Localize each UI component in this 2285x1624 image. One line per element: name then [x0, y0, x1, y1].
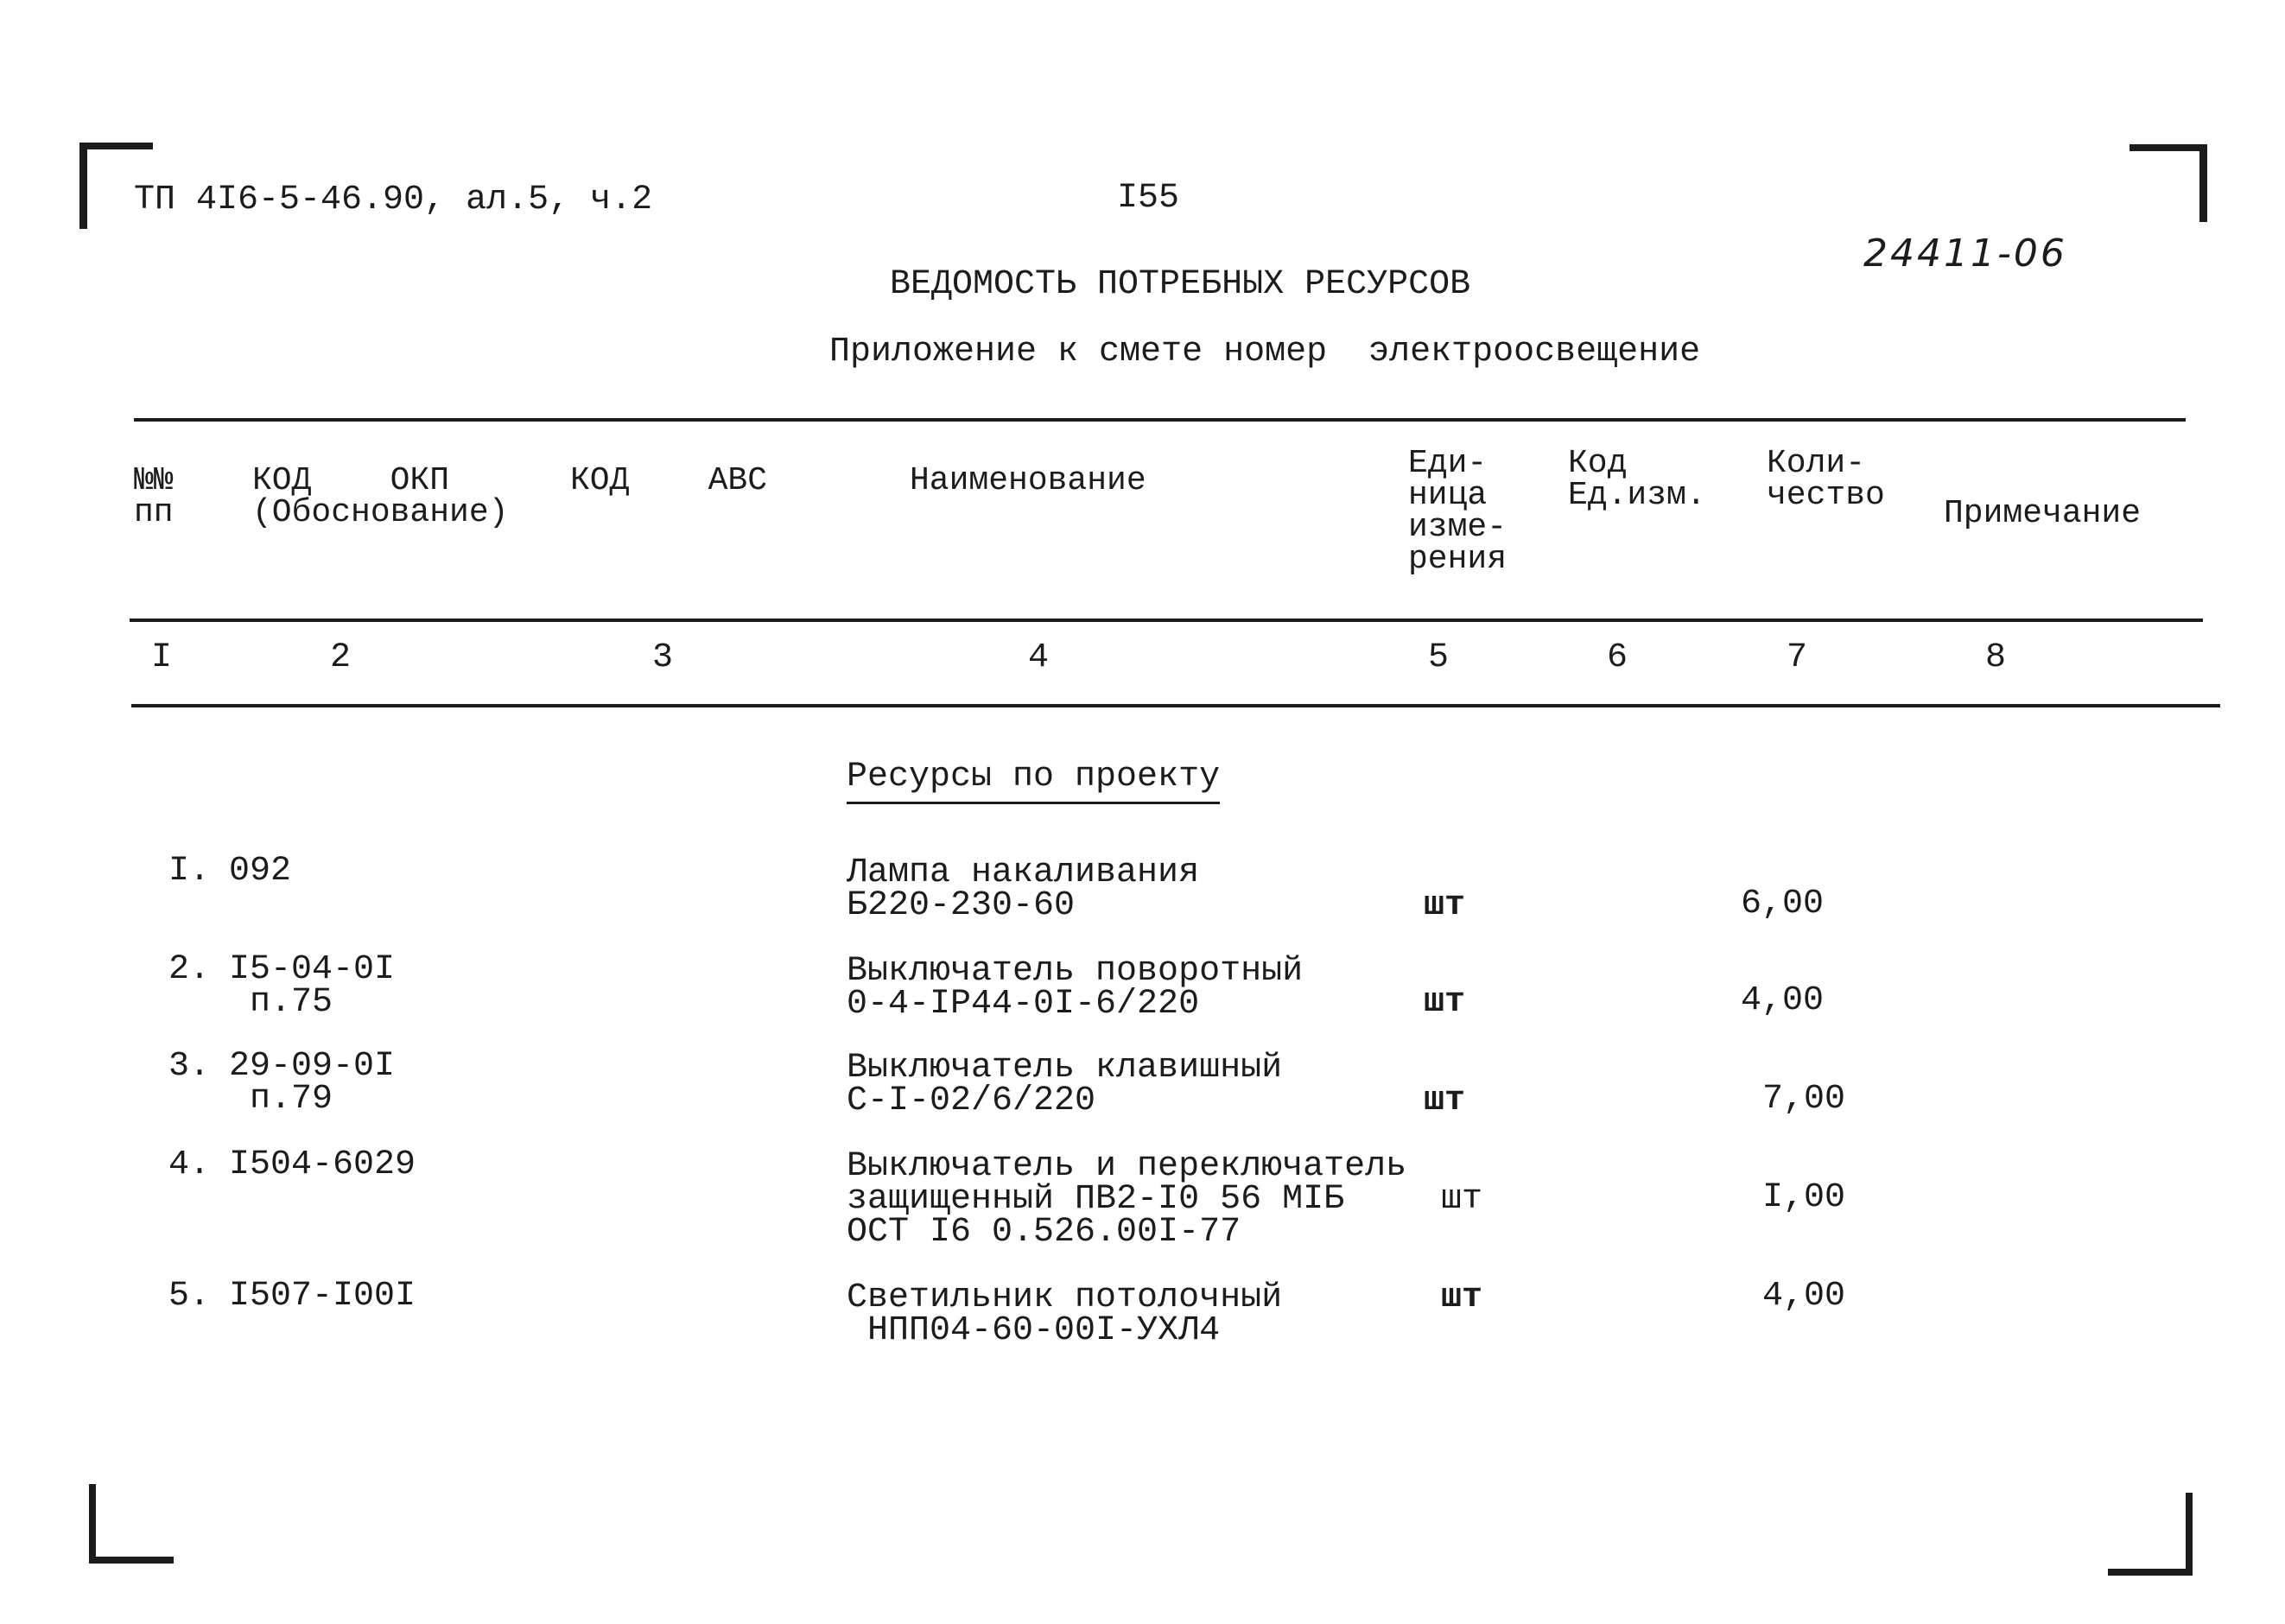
row-3-index: 3.: [168, 1047, 211, 1086]
column-number-1: I: [151, 638, 173, 677]
row-2-name: Выключатель поворотный 0-4-IP44-0I-6/220: [847, 952, 1304, 1024]
crop-mark-top-right-vertical: [2199, 144, 2207, 222]
column-number-6: 6: [1607, 638, 1628, 677]
crop-mark-top-left-vertical: [79, 143, 87, 229]
column-numbers-bottom-rule: [131, 704, 2220, 707]
row-5-index: 5.: [168, 1277, 211, 1316]
row-2-unit: шт: [1424, 983, 1466, 1022]
crop-mark-bottom-right-horizontal: [2108, 1569, 2193, 1576]
row-1-unit: шт: [1424, 886, 1466, 925]
crop-mark-top-left-horizontal: [79, 143, 153, 149]
row-1-name: Лампа накаливания Б220-230-60: [847, 853, 1200, 925]
row-3-unit: шт: [1424, 1082, 1466, 1120]
column-number-7: 7: [1787, 638, 1808, 677]
row-1-code: 092: [229, 852, 292, 891]
handwritten-number: 24411-06: [1863, 232, 2067, 276]
crop-mark-bottom-left-horizontal: [89, 1557, 174, 1564]
row-5-name: Светильник потолочный НПП04-60-00I-УХЛ4: [847, 1278, 1283, 1350]
document-subtitle: Приложение к смете номер электроосвещение: [829, 333, 1701, 371]
row-4-code: I504-6029: [229, 1145, 416, 1184]
row-1-index: I.: [168, 852, 211, 891]
table-top-rule: [134, 418, 2186, 422]
column-header-quantity: Коли- чество: [1767, 445, 1885, 514]
row-5-code: I507-I00I: [229, 1277, 416, 1316]
column-header-note: Примечание: [1944, 495, 2142, 532]
row-3-quantity: 7,00: [1762, 1080, 1846, 1119]
row-2-quantity: 4,00: [1741, 981, 1825, 1020]
column-header-okp-code: КОД ОКП (Обоснование): [252, 462, 509, 531]
page-number: I55: [1117, 179, 1180, 218]
column-number-2: 2: [330, 638, 352, 677]
crop-mark-bottom-left-vertical: [89, 1484, 96, 1564]
header-bottom-rule: [130, 619, 2203, 622]
column-number-3: 3: [652, 638, 674, 677]
row-2-code: I5-04-0I п.75: [229, 950, 396, 1022]
row-2-index: 2.: [168, 950, 211, 989]
row-3-name: Выключатель клавишный C-I-02/6/220: [847, 1049, 1283, 1120]
column-header-name: Наименование: [910, 462, 1146, 499]
column-number-8: 8: [1985, 638, 2007, 677]
document-title: ВЕДОМОСТЬ ПОТРЕБНЫХ РЕСУРСОВ: [890, 265, 1471, 304]
column-number-5: 5: [1428, 638, 1450, 677]
column-header-abc-code: КОД АВС: [570, 462, 768, 499]
column-number-4: 4: [1028, 638, 1050, 677]
row-4-unit: шт: [1441, 1180, 1483, 1219]
crop-mark-top-right-horizontal: [2129, 144, 2207, 151]
row-5-quantity: 4,00: [1762, 1277, 1846, 1316]
document-code: ТП 4I6-5-46.90, ал.5, ч.2: [134, 181, 653, 219]
row-5-unit: шт: [1441, 1278, 1483, 1317]
row-4-index: 4.: [168, 1145, 211, 1184]
column-header-unit: Еди- ница изме- рения: [1408, 445, 1507, 578]
row-3-code: 29-09-0I п.79: [229, 1047, 396, 1119]
row-1-quantity: 6,00: [1741, 885, 1825, 923]
column-header-number: №№ пп: [134, 462, 174, 531]
row-4-quantity: I,00: [1762, 1178, 1846, 1217]
crop-mark-bottom-right-vertical: [2186, 1493, 2193, 1576]
row-4-name: Выключатель и переключатель защищенный ПВ2-I0 56 МIБ ОСТ I6 0.526.00I-77: [847, 1147, 1407, 1252]
section-title: Ресурсы по проекту: [847, 760, 1220, 804]
column-header-unit-code: Код Ед.изм.: [1568, 445, 1706, 514]
